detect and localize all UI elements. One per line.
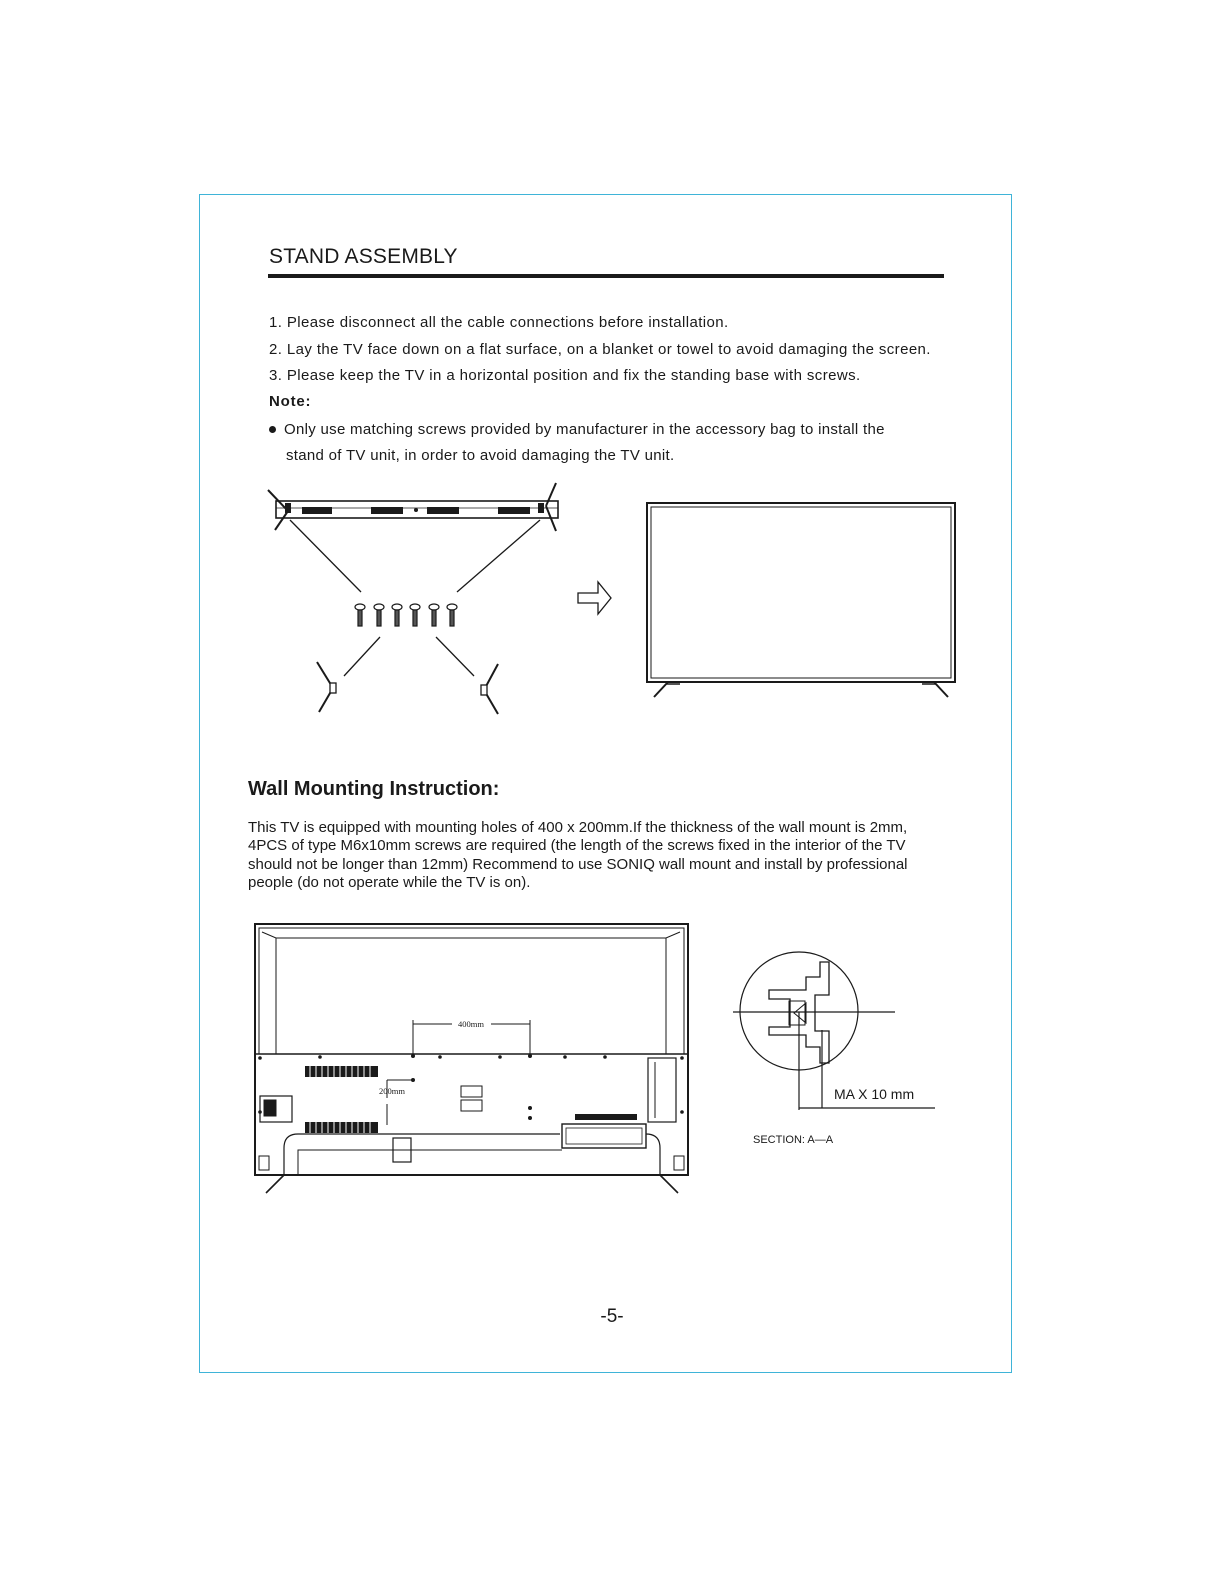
page-number: -5-: [600, 1306, 624, 1327]
dimension-200-label: 200mm: [379, 1086, 405, 1096]
note-label: Note:: [269, 393, 312, 410]
section-label: SECTION: A—A: [753, 1134, 834, 1146]
step-2: 2. Lay the TV face down on a flat surface, on a blanket or towel to avoid damaging the screen.: [269, 341, 931, 358]
step-1: 1. Please disconnect all the cable connections before installation.: [269, 314, 729, 331]
stand-assembly-title: STAND ASSEMBLY: [269, 245, 458, 268]
dimension-400-label: 400mm: [458, 1019, 484, 1029]
note-line-2: stand of TV unit, in order to avoid damaging the TV unit.: [286, 447, 675, 464]
max-screw-length-label: MA X 10 mm: [834, 1086, 915, 1102]
wall-mounting-title: Wall Mounting Instruction:: [248, 778, 500, 800]
wall-mounting-text: This TV is equipped with mounting holes of 400 x 200mm.If the thickness of the wall mount is 2mm, 4PCS of type M6x10mm screws are required (the length of the screws fixed in the interior of the TV should not be longer than 12mm) Recommend to use SONIQ wall mount and install by professional people (do not operate while the TV is on).: [248, 819, 908, 891]
note-line-1: Only use matching screws provided by manufacturer in the accessory bag to install the: [284, 421, 885, 438]
step-3: 3. Please keep the TV in a horizontal position and fix the standing base with screws.: [269, 367, 861, 384]
